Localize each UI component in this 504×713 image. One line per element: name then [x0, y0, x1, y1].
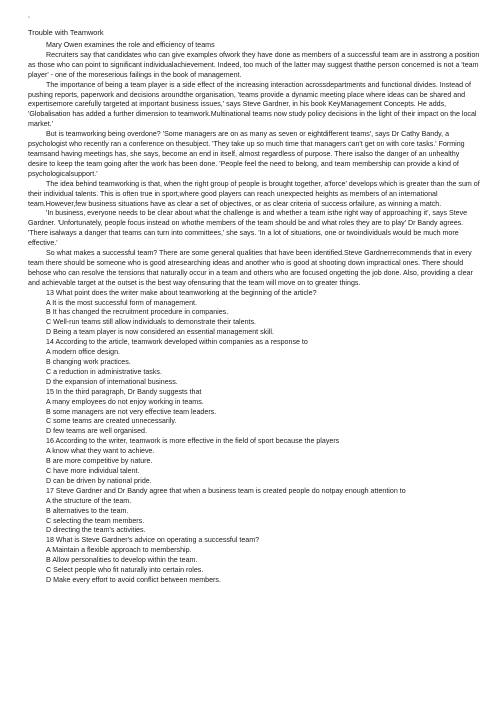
answer-option: B some managers are not very effective team leaders.: [46, 407, 217, 416]
answer-option: A many employees do not enjoy working in teams.: [46, 397, 204, 406]
answer-option: B changing work practices.: [46, 358, 131, 366]
answer-option: C selecting the team members.: [46, 516, 145, 525]
answer-option: A Maintain a flexible approach to membership.: [46, 546, 192, 555]
byline-paragraph: Mary Owen examines the role and efficiency of teams: [46, 41, 215, 49]
answer-option: D few teams are well organised.: [46, 427, 147, 436]
answer-option: B alternatives to the team.: [46, 506, 129, 515]
body-paragraph: But is teamworking being overdone? 'Some managers are on as many as seven or eightdifferent teams', says Dr Cathy Bandy, a psychologist who recently ran a conference on thesubject. 'They take up so much time that managers can't get on with core tasks.' Forming teamsand having meetings has, she says, become an end in itself, almost regardless of purpose. There isalso the danger of an unhealthy desire to keep the team going after the work has been done. 'People feel the need to belong, and team membership can provide a kind of psychologicalsupport.': [28, 130, 465, 178]
answer-option: A know what they want to achieve.: [46, 447, 155, 456]
question-stem: 13 What point does the writer make about teamworking at the beginning of the article?: [46, 288, 317, 297]
answer-option: D Being a team player is now considered an essential management skill.: [46, 328, 274, 337]
body-paragraph: The importance of being a team player is a side effect of the increasing interaction acrossdepartments and functional divides. Instead of pushing reports, paperwork and decisions aroundthe organisation, 'teams provide a dynamic meeting place where ideas can be shared and expertisemore carefully targeted at important business issues,' says Steve Gardner, in his book KeyManagement Concepts. He adds, 'Globalisation has added a further dimension to teamwork.Multinational teams now study policy decisions in the light of their impact on the local market.': [28, 80, 477, 129]
answer-option: C have more individual talent.: [46, 466, 140, 475]
answer-option: D can be driven by national pride.: [46, 476, 152, 485]
body-paragraph: So what makes a successful team? There are some general qualities that have been identified.Steve Gardnerrecommends that in every team there should be someone who is good atresearching ideas and another who is good at shooting down impractical ones. There should behose who can resolve the tensions that naturally occur in a team and others who are focused ongetting the job done. Also, providing a clear and achievable target at the outset is the best way ofensuring that the team will move on to greater things.: [28, 249, 473, 287]
document-page: [28, 14, 480, 586]
answer-option: D Make every effort to avoid conflict between members.: [46, 575, 221, 584]
body-paragraph: The idea behind teamworking is that, when the right group of people is brought together, a'force' develops which is greater than the sum of their individual talents. This is often true in sport,where good players can reach unexpected heights as members of an international team.However,few business situations have as clear a set of objectives, or as clear criteria of success orfailure, as winning a match.: [28, 179, 480, 208]
document-title: Trouble with Teamwork: [28, 28, 104, 37]
question-stem: 15 In the third paragraph, Dr Bandy suggests that: [46, 387, 202, 396]
answer-option: A the structure of the team.: [46, 496, 132, 505]
answer-option: B Allow personalities to develop within the team.: [46, 556, 198, 565]
answer-option: D directing the team's activities.: [46, 526, 146, 535]
answer-option: C a reduction in administrative tasks.: [46, 367, 162, 376]
body-paragraph: 'In business, everyone needs to be clear about what the challenge is and whether a team isthe right way of approaching it', says Steve Gardner. 'Unfortunately, people focus instead on whothe members of the team should be and what roles they are to play' Dr Bandy agrees. 'There isalways a danger that teams can turn into committees,' she says. 'In a lot of situations, one or twoindividuals would be much more effective.': [28, 209, 468, 248]
answer-option: D the expansion of international business.: [46, 377, 178, 386]
page-marker-icon: ▫: [28, 15, 31, 21]
answer-option: C Well-run teams still allow individuals to demonstrate their talents.: [46, 318, 257, 327]
question-stem: 17 Steve Gardner and Dr Bandy agree that when a business team is created people do notpay enough attention to: [46, 486, 406, 495]
answer-option: B It has changed the recruitment procedure in companies.: [46, 308, 229, 317]
document-body: [28, 41, 480, 586]
question-stem: 14 According to the article, teamwork developed within companies as a response to: [46, 338, 308, 347]
answer-option: C some teams are created unnecessarily.: [46, 417, 177, 426]
answer-option: B are more competitive by nature.: [46, 457, 153, 466]
body-paragraph: Recruiters say that candidates who can give examples ofwork they have done as members of a successful team are in asstrong a position as those who can point to significant individualachievement. Indeed, too much of the latter may suggest thatthe person concerned is not a 'team player' - one of the moreserious failings in the book of management.: [28, 50, 480, 79]
question-list: [28, 289, 480, 586]
question-stem: 16 According to the writer, teamwork is more effective in the field of sport because the players: [46, 437, 340, 446]
answer-option: C Select people who fit naturally into certain roles.: [46, 566, 204, 575]
question-stem: 18 What is Steve Gardner's advice on operating a successful team?: [46, 536, 260, 545]
answer-option: A modern office design.: [46, 348, 121, 357]
answer-option: A It is the most successful form of management.: [46, 298, 198, 307]
